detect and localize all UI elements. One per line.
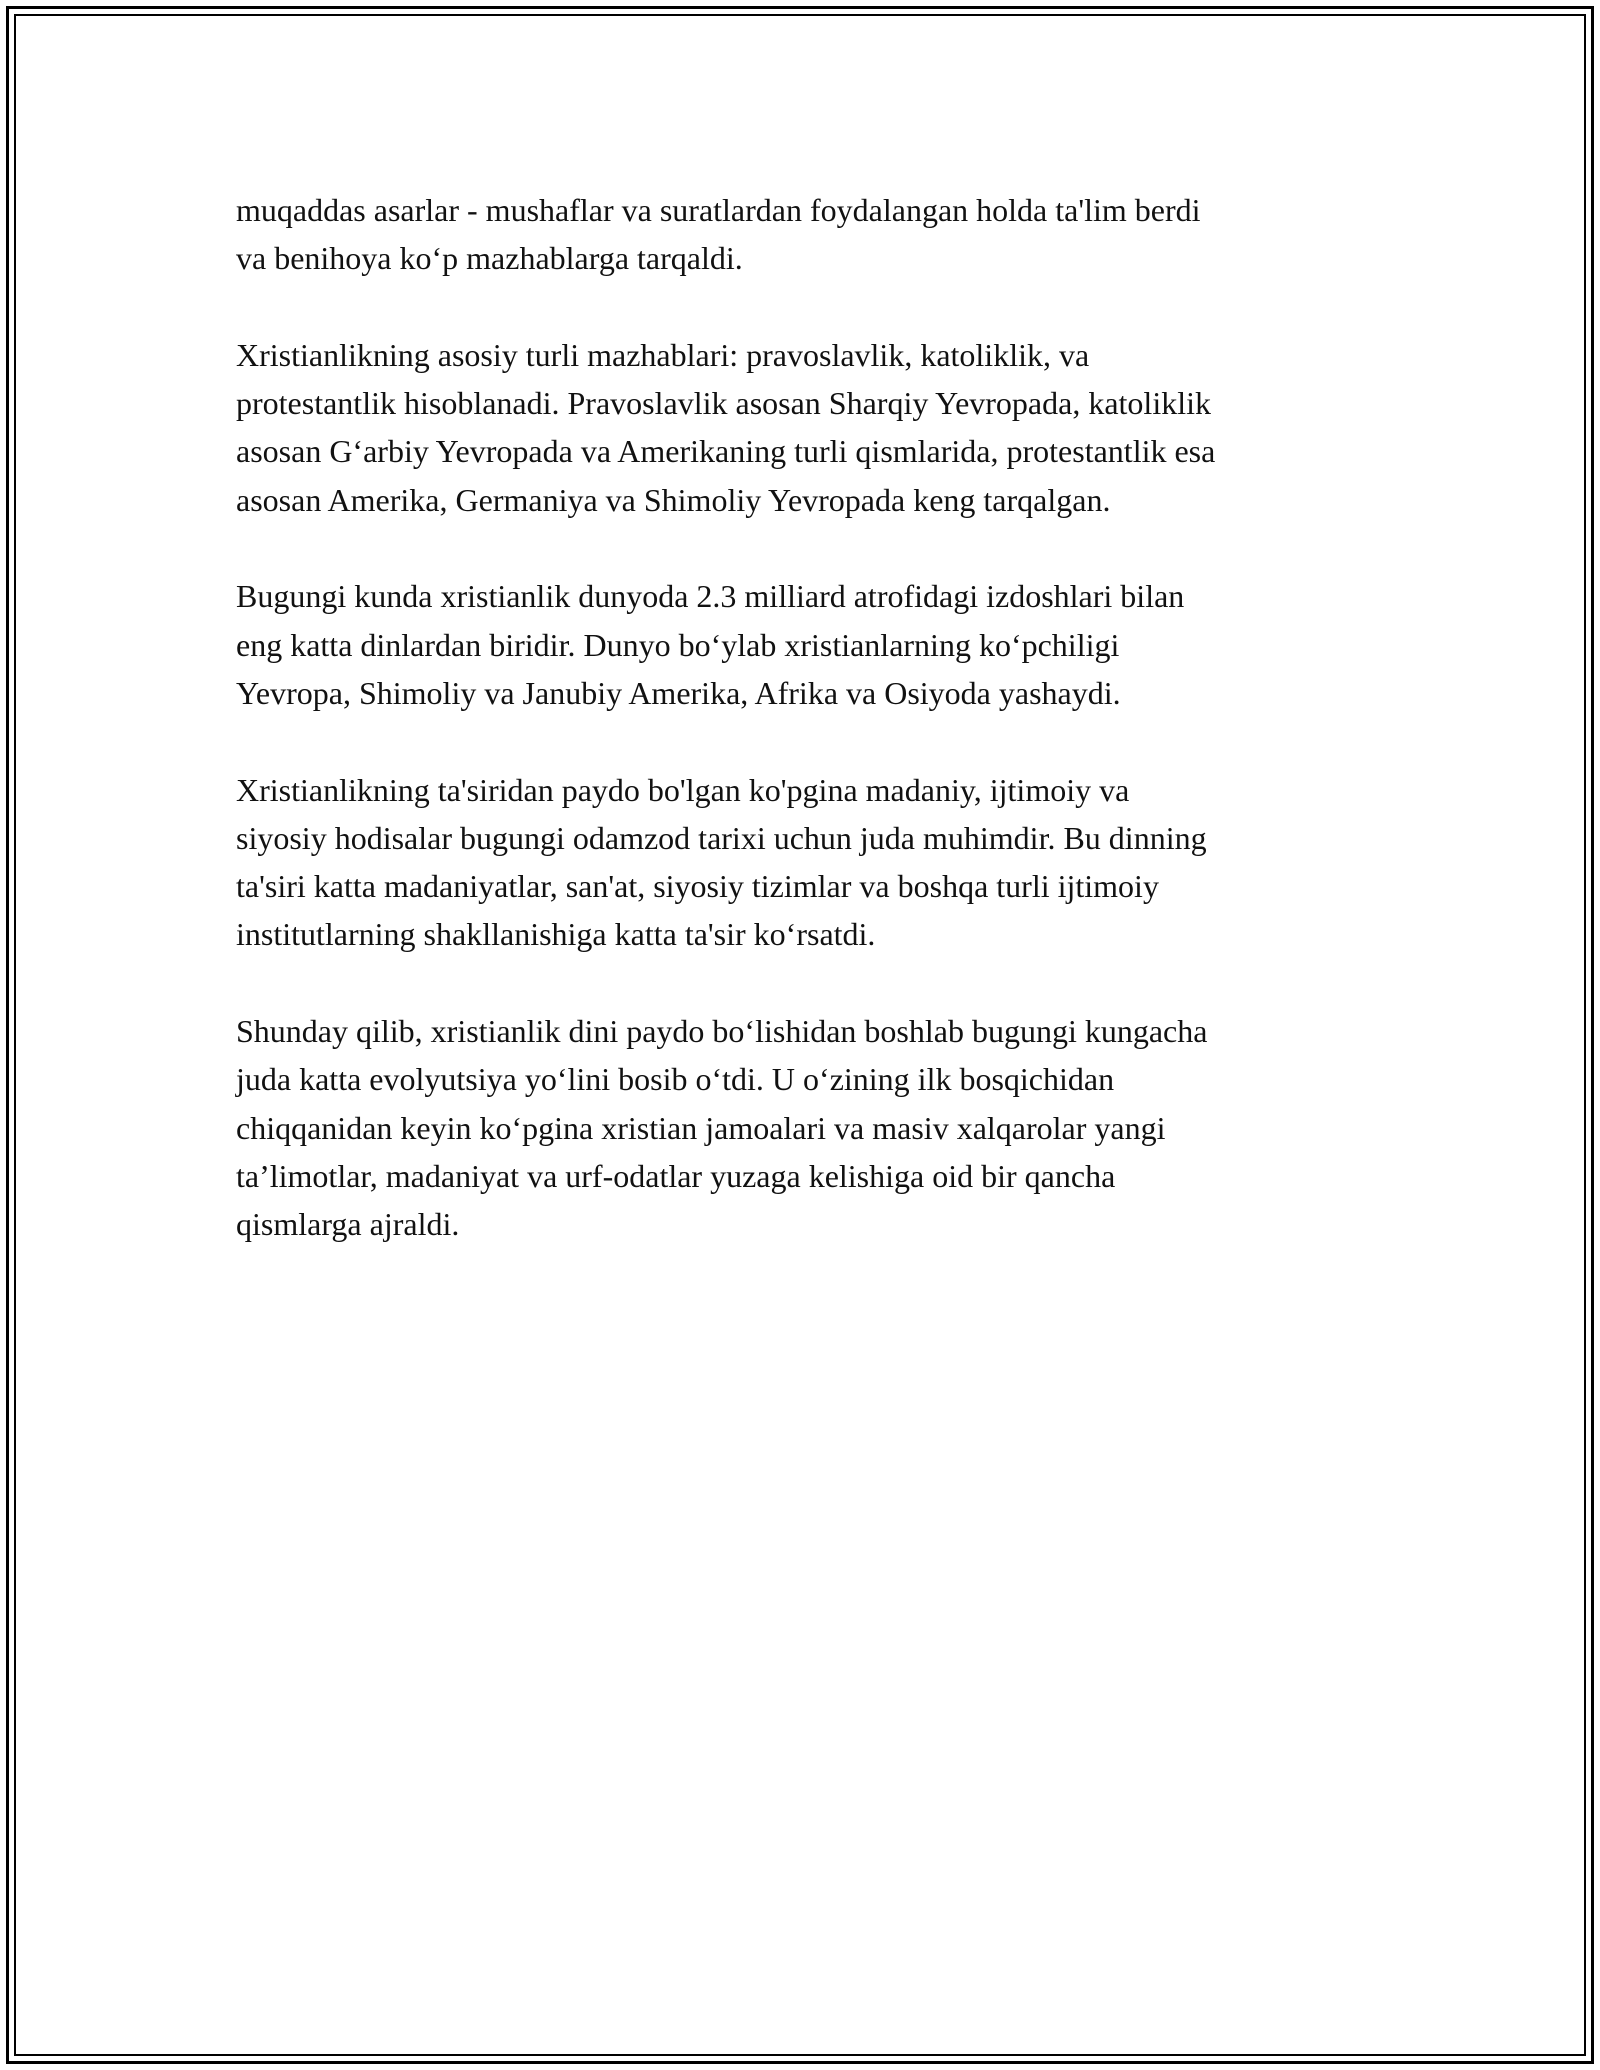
text-line: Xristianlikning ta'siridan paydo bo'lgan ko'pgina madaniy, ijtimoiy va xyxy=(236,771,1130,808)
text-line: chiqqanidan keyin ko‘pgina xristian jamoalari va masiv xalqarolar yangi xyxy=(236,1109,1166,1146)
text-line: protestantlik hisoblanadi. Pravoslavlik asosan Sharqiy Yevropada, katoliklik xyxy=(236,385,1211,422)
text-line: asosan G‘arbiy Yevropada va Amerikaning turli qismlarida, protestantlik esa xyxy=(236,433,1216,470)
paragraph-5 xyxy=(236,1007,1396,1248)
text-line: qismlarga ajraldi. xyxy=(236,1206,460,1243)
text-line: ta'siri katta madaniyatlar, san'at, siyosiy tizimlar va boshqa turli ijtimoiy xyxy=(236,868,1159,905)
paragraph-4 xyxy=(236,766,1396,959)
document-body xyxy=(236,186,1396,1297)
paragraph-2 xyxy=(236,331,1396,524)
paragraph-3 xyxy=(236,572,1396,717)
text-line: Bugungi kunda xristianlik dunyoda 2.3 milliard atrofidagi izdoshlari bilan xyxy=(236,578,1185,615)
text-line: siyosiy hodisalar bugungi odamzod tarixi uchun juda muhimdir. Bu dinning xyxy=(236,819,1207,856)
text-line: Xristianlikning asosiy turli mazhablari: pravoslavlik, katoliklik, va xyxy=(236,336,1090,373)
text-line: va benihoya ko‘p mazhablarga tarqaldi. xyxy=(236,240,743,277)
text-line: muqaddas asarlar - mushaflar va suratlardan foydalangan holda ta'lim berdi xyxy=(236,192,1201,228)
text-line: Shunday qilib, xristianlik dini paydo bo‘lishidan boshlab bugungi kungacha xyxy=(236,1013,1208,1050)
text-line: institutlarning shakllanishiga katta ta'sir ko‘rsatdi. xyxy=(236,916,876,953)
text-line: asosan Amerika, Germaniya va Shimoliy Yevropada keng tarqalgan. xyxy=(236,481,1111,518)
text-line: Yevropa, Shimoliy va Janubiy Amerika, Afrika va Osiyoda yashaydi. xyxy=(236,674,1121,711)
text-line: juda katta evolyutsiya yo‘lini bosib o‘tdi. U o‘zining ilk bosqichidan xyxy=(236,1061,1115,1098)
text-line: eng katta dinlardan biridir. Dunyo bo‘ylab xristianlarning ko‘pchiligi xyxy=(236,626,1120,663)
paragraph-1 xyxy=(236,186,1396,283)
text-line: ta’limotlar, madaniyat va urf-odatlar yuzaga kelishiga oid bir qancha xyxy=(236,1157,1116,1194)
